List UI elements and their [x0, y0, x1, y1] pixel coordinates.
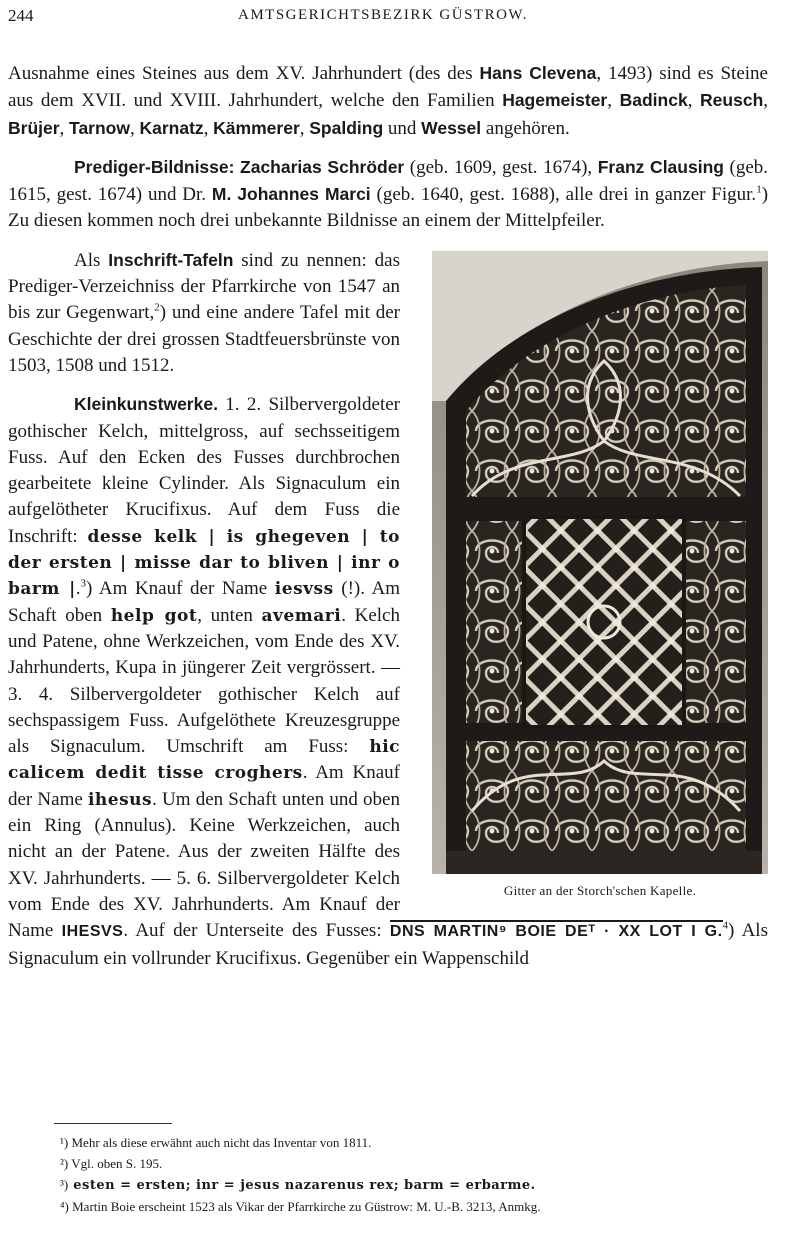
- footnote-ref[interactable]: 1: [756, 183, 762, 196]
- section-heading: Kleinkunstwerke.: [74, 394, 218, 415]
- caps-inscription-overlined: DNS MARTIN⁹ BOIE DEᵀ · XX LOT I G.: [390, 920, 723, 940]
- blackletter-inscription: help got: [110, 605, 198, 626]
- family-name: Wessel: [421, 117, 482, 138]
- family-name: Brüjer: [8, 117, 60, 138]
- family-name: Kämmerer: [213, 117, 300, 138]
- text: ,: [59, 117, 70, 139]
- blackletter-inscription: avemari: [261, 605, 342, 626]
- paragraph-portraits: [8, 154, 768, 235]
- footnote-text: Vgl. oben S. 195.: [68, 1156, 163, 1171]
- family-name: Tarnow: [69, 117, 130, 138]
- footnote-1: [60, 1132, 770, 1153]
- footnote-text: Mehr als diese erwähnt auch nicht das Inventar von 1811.: [68, 1135, 372, 1150]
- family-name: Hans Clevena: [479, 63, 597, 83]
- caps-inscription: IHESVS: [61, 923, 124, 941]
- text: ,: [129, 117, 140, 139]
- section-heading: Prediger-Bildnisse:: [74, 156, 235, 177]
- blackletter-inscription: iesvss: [274, 579, 334, 600]
- paragraph-tombstones: [8, 60, 768, 142]
- family-name: Karnatz: [139, 117, 204, 138]
- figure-caption: Gitter an der Storch'schen Kapelle.: [503, 882, 697, 898]
- footnote-rule: [54, 1123, 172, 1124]
- text: ,: [203, 117, 214, 139]
- text: ,: [299, 117, 310, 139]
- footnote-ref[interactable]: 2: [154, 302, 160, 315]
- iron-grille-photo: [432, 251, 768, 874]
- text: ) Zu diesen kommen noch drei unbekannte Bildnisse an einem der Mittelpfeiler.: [8, 184, 769, 232]
- text: ) Als Signaculum ein vollrunder Krucifixus. Gegenüber ein Wappenschild: [8, 920, 768, 969]
- blackletter-inscription: ihesus: [87, 789, 153, 810]
- text: 1. 2. Silbervergoldeter gothischer Kelch, mittelgross, auf sechsseitigem Fuss. Auf den Ecken des Fusses durchbrochen gearbeitete kleine Cylinder. Als Signaculum ein aufgelötheter Krucifixus. Auf dem Fuss die Inschrift:: [8, 394, 400, 547]
- footnote-ref[interactable]: 3: [80, 578, 87, 591]
- footnote-mark: ²): [60, 1156, 69, 1171]
- text: (geb. 1640, gest. 1688), alle drei in ganzer Figur.: [370, 184, 757, 206]
- blackletter-inscription: desse kelk | is ghegeven | to der ersten | misse dar to bliven | inr o barm |: [8, 526, 400, 600]
- blackletter-inscription: hic calicem dedit tisse croghers: [8, 737, 400, 784]
- family-name: Hagemeister: [502, 90, 608, 111]
- footnote-ref[interactable]: 4: [722, 919, 729, 932]
- family-name: Spalding: [309, 117, 384, 138]
- text: .: [75, 578, 81, 600]
- footnote-mark: ⁴): [60, 1199, 69, 1214]
- footnote-3: [60, 1174, 770, 1196]
- text: , 1493) sind es Steine aus dem XVII. und XVIII. Jahrhundert, welche den Familien: [8, 63, 768, 112]
- footnote-text: esten = ersten; inr = jesus nazarenus rex; barm = erbarme.: [68, 1178, 536, 1193]
- family-name: Badinck: [619, 90, 688, 111]
- text: und: [383, 117, 422, 139]
- page-number: 244: [8, 6, 34, 25]
- footnote-mark: ¹): [60, 1135, 69, 1150]
- text: , unten: [197, 604, 262, 626]
- footnote-mark: ³): [60, 1177, 69, 1192]
- running-header: [8, 6, 768, 30]
- text: . Auf der Unterseite des Fusses:: [123, 920, 390, 942]
- person-name: M. Johannes Marci: [211, 184, 371, 205]
- text: ,: [763, 90, 769, 112]
- person-name: Zacharias Schröder: [240, 156, 405, 177]
- text: (geb. 1615, gest. 1674) und Dr.: [8, 156, 769, 206]
- family-name: Reusch: [700, 90, 764, 111]
- footnote-2: [60, 1153, 770, 1174]
- section-heading: Inschrift-Tafeln: [108, 249, 234, 270]
- text: ) und eine andere Tafel mit der Geschichte der drei grossen Stadtfeuersbrünste von 1503, 1508 und 1512.: [8, 302, 400, 376]
- text: sind zu nennen: das Prediger-Verzeichniss der Pfarrkirche von 1547 an bis zur Gegenwart,: [8, 249, 400, 324]
- text: . Kelch und Patene, ohne Werkzeichen, vom Ende des XV. Jahrhunderts, Kupa in jüngerer Zeit vergrössert. — 3. 4. Silbervergoldeter gothischer Kelch auf sechspassigem Fuss. Aufgelöthete Kreuzesgruppe als Signaculum. Umschrift am Fuss:: [8, 604, 400, 758]
- text: . Um den Schaft unten und oben ein Ring (Annulus). Keine Werkzeichen, auch nicht an der Patene. Aus der zweiten Hälfte des XV. Jahrhunderts. — 5. 6. Silbervergoldeter Kelch vom Ende des XV. Jahrhunderts. Am Knauf der Name: [8, 788, 400, 942]
- text: ,: [607, 90, 620, 112]
- footnote-text: Martin Boie erscheint 1523 als Vikar der Pfarrkirche zu Güstrow: M. U.-B. 3213, Anmkg.: [68, 1199, 541, 1214]
- main-text: [8, 60, 768, 984]
- footnotes: [60, 1132, 770, 1217]
- text: . Am Knauf der Name: [8, 762, 400, 810]
- text: ) Am Knauf der Name: [86, 578, 275, 600]
- text: ,: [687, 90, 701, 112]
- text: Ausnahme eines Steines aus dem XV. Jahrhundert (des des: [8, 63, 480, 84]
- text: (!). Am Schaft oben: [8, 578, 401, 626]
- text: Als: [74, 249, 109, 271]
- person-name: Franz Clausing: [597, 156, 724, 177]
- footnote-4: [60, 1196, 770, 1217]
- text: (geb. 1609, gest. 1674),: [404, 156, 598, 178]
- text: angehören.: [481, 117, 570, 139]
- running-title: AMTSGERICHTSBEZIRK GÜSTROW.: [238, 7, 528, 23]
- figure-gitter: [418, 251, 768, 906]
